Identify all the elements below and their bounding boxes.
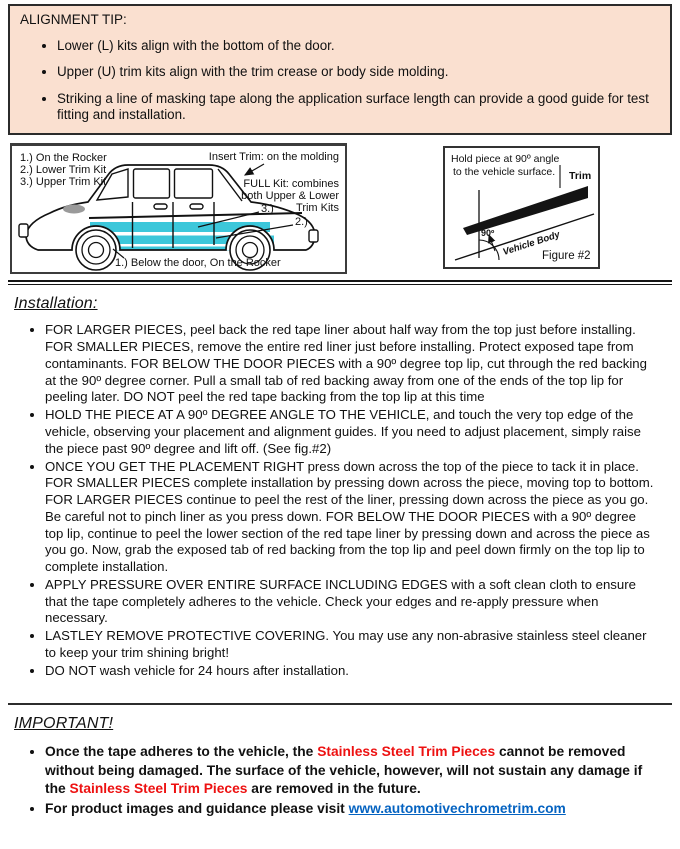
full-kit-note-line3: Trim Kits: [296, 202, 339, 215]
callout-2-label: 2.): [295, 216, 308, 229]
legend-line-2: 2.) Lower Trim Kit: [20, 164, 107, 177]
instruction-sheet: [0, 4, 680, 819]
website-link[interactable]: www.automotivechrometrim.com: [348, 801, 566, 817]
installation-heading: Installation:: [14, 295, 98, 313]
legend-line-1: 1.) On the Rocker: [20, 152, 107, 165]
fig2-caption-line1: Hold piece at 90º angle: [451, 153, 560, 166]
insert-trim-arrow: [245, 164, 264, 175]
important-highlight-red: Stainless Steel Trim Pieces: [69, 781, 248, 797]
angle-diagram-svg: [445, 148, 598, 267]
rear-bumper: [19, 224, 28, 237]
alignment-tip-box: [8, 4, 672, 135]
important-text: are removed in the future.: [247, 781, 421, 797]
figure-car-trim-diagram: [10, 143, 347, 274]
figures-row: [0, 143, 680, 277]
important-text: Once the tape adheres to the vehicle, the: [45, 744, 318, 760]
alignment-tip-item: • Striking a line of masking tape along the application surface length can provide a good guide for test fitting and installation.: [57, 91, 660, 124]
installation-step: • APPLY PRESSURE OVER ENTIRE SURFACE INCLUDING EDGES with a soft clean cloth to ensure that the tape completely adheres to the vehicle. Check your edges and re-apply pressure when necessary.: [45, 577, 654, 627]
important-note: [45, 800, 658, 818]
callout-3-label: 3.): [261, 203, 274, 216]
trim-label: Trim: [569, 170, 592, 183]
fuel-door: [63, 205, 85, 214]
installation-list: [30, 322, 654, 679]
fig2-caption-line2: to the vehicle surface.: [453, 166, 556, 179]
alignment-tip-item: • Lower (L) kits align with the bottom of the door.: [57, 38, 660, 54]
alignment-tip-list: [20, 38, 660, 123]
callout-1-label: 1.) Below the door, On the Rocker: [115, 257, 281, 270]
alignment-tip-title: ALIGNMENT TIP:: [20, 12, 127, 27]
front-bumper: [309, 230, 318, 242]
installation-step: • DO NOT wash vehicle for 24 hours after installation.: [45, 663, 654, 680]
car-diagram-svg: [12, 146, 345, 272]
rear-wheel: [76, 230, 116, 270]
figure-2-angle-diagram: [443, 146, 600, 269]
important-list: [30, 743, 658, 818]
full-kit-note-line2: both Upper & Lower: [241, 190, 339, 203]
full-kit-note-line1: FULL Kit: combines: [243, 178, 339, 191]
vehicle-body-label: Vehicle Body: [501, 229, 562, 259]
installation-step: • FOR LARGER PIECES, peel back the red tape liner about half way from the top just before installing. FOR SMALLER PIECES, remove the entire red liner just before installing. Protect exposed tape from contaminants. FOR BELOW THE DOOR PIECES with a 90º degree top lip, cut through the red backing at the 90º degree corner. Pull a small tab of red backing away from one of the ends of the top lip for peeling later. DO NOT peel the red tape backing from the top lip at this time: [45, 322, 654, 406]
important-text: cannot be removed without being damaged. The surface of the vehicle, however, will not sustain any damage if the: [45, 744, 643, 797]
installation-step: • ONCE YOU GET THE PLACEMENT RIGHT press down across the top of the piece to tack it in place. FOR SMALLER PIECES complete installation by pressing down across the piece, moving top to bottom. FOR LARGER PIECES continue to peel the rest of the liner, pressing down across the piece as you go. Be careful not to pinch liner as you press down. FOR BELOW THE DOOR PIECES with a 90º degree top lip, continue to peel the lower section of the red tape liner by pressing down and across the piece as you go. Now, grab the exposed tab of red backing from the top lip and peel down firmly on the top lip to complete installation.: [45, 459, 654, 576]
installation-step: • LASTLEY REMOVE PROTECTIVE COVERING. You may use any non-abrasive stainless steel cleaner to keep your trim shining bright!: [45, 628, 654, 662]
insert-trim-note: Insert Trim: on the molding: [208, 151, 339, 164]
legend-line-3: 3.) Upper Trim Kit: [20, 176, 107, 189]
important-heading: IMPORTANT!: [14, 715, 114, 733]
alignment-tip-item: • Upper (U) trim kits align with the trim crease or body side molding.: [57, 64, 660, 80]
important-highlight-red: Stainless Steel Trim Pieces: [317, 744, 496, 760]
important-text: For product images and guidance please visit: [45, 801, 349, 817]
angle-90-label: 90º: [481, 228, 495, 239]
important-note: [45, 743, 658, 798]
angle-arc: [479, 240, 499, 260]
figure-2-label: Figure #2: [542, 250, 591, 263]
section-divider: [8, 280, 672, 285]
installation-step: • HOLD THE PIECE AT A 90º DEGREE ANGLE TO THE VEHICLE, and touch the very top edge of the vehicle, observing your placement and alignment guides. If you need to adjust placement, simply raise the piece past 90º degree and lift off. (See fig.#2): [45, 407, 654, 457]
important-divider: [8, 703, 672, 705]
